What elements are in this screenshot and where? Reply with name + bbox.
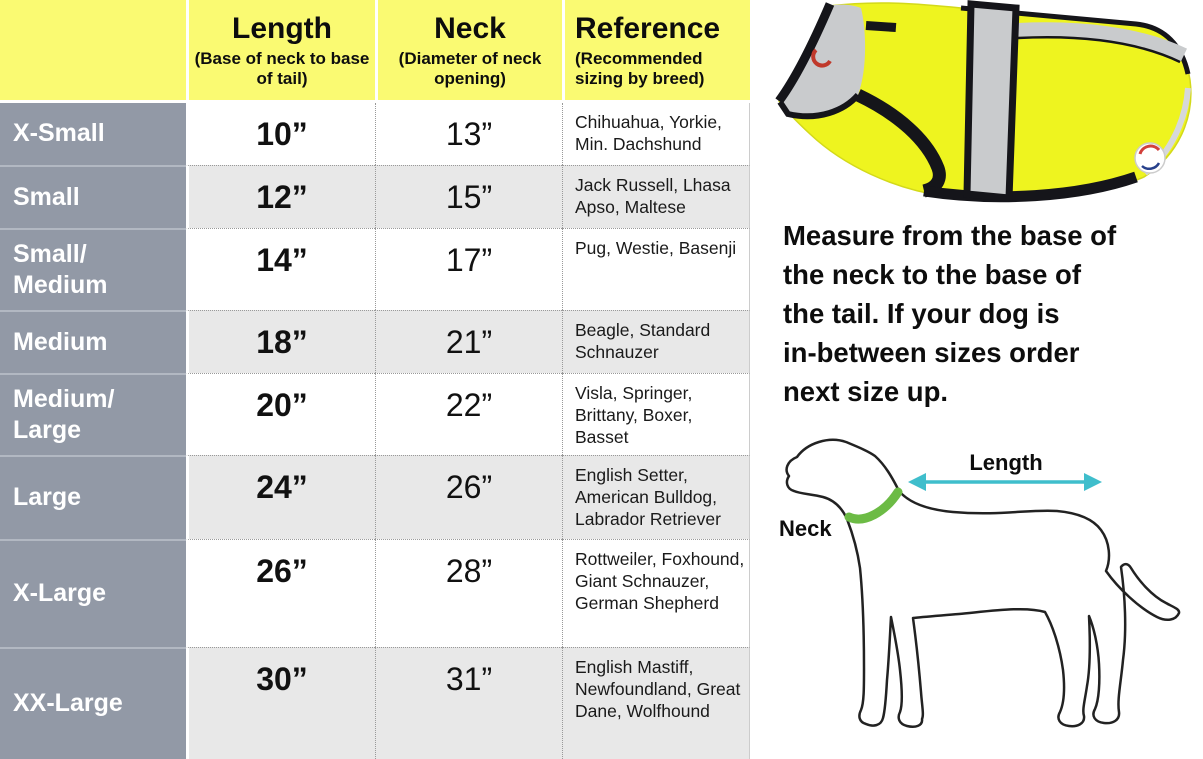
- neck-cell: 26”: [375, 455, 562, 539]
- length-column-subtitle: (Base of neck to base of tail): [194, 49, 370, 89]
- row-label-x-large: X-Large: [0, 539, 186, 647]
- dog-measurement-diagram: [763, 420, 1203, 759]
- length-cell: 18”: [186, 310, 375, 373]
- reference-cell: Visla, Springer, Brittany, Boxer, Basset: [562, 373, 750, 455]
- length-cell: 10”: [186, 103, 375, 165]
- length-cell: 14”: [186, 228, 375, 310]
- length-cell: 12”: [186, 165, 375, 228]
- belly-strap: [967, 4, 1016, 198]
- neck-cell: 13”: [375, 103, 562, 165]
- column-header-length: [186, 0, 375, 103]
- reference-column-title: Reference: [575, 12, 721, 45]
- brand-logo: [1135, 143, 1165, 173]
- column-header-reference: [562, 0, 750, 103]
- row-label-medium: Medium: [0, 310, 186, 373]
- length-cell: 20”: [186, 373, 375, 455]
- neck-cell: 17”: [375, 228, 562, 310]
- column-header-neck: [375, 0, 562, 103]
- row-label-large: Large: [0, 455, 186, 539]
- row-label-x-small: X-Small: [0, 103, 186, 165]
- length-cell: 26”: [186, 539, 375, 647]
- neck-label: Neck: [779, 516, 832, 541]
- reference-column-subtitle: (Recommended sizing by breed): [575, 49, 705, 89]
- dog-outline-drawing: [763, 420, 1203, 759]
- measure-instructions: [783, 216, 1173, 411]
- length-column-title: Length: [232, 12, 332, 45]
- neck-cell: 15”: [375, 165, 562, 228]
- measure-line: the tail. If your dog is: [783, 298, 1060, 329]
- length-arrow-icon: [908, 473, 1102, 491]
- length-label: Length: [969, 450, 1043, 475]
- length-cell: 24”: [186, 455, 375, 539]
- reference-cell: Beagle, Standard Schnauzer: [562, 310, 750, 373]
- neck-cell: 31”: [375, 647, 562, 759]
- dog-coat-photo: [766, 0, 1203, 208]
- row-label-medium-large: Medium/ Large: [0, 373, 186, 455]
- row-label-xx-large: XX-Large: [0, 647, 186, 759]
- neck-column-title: Neck: [434, 12, 506, 45]
- measure-line: Measure from the base of: [783, 220, 1117, 251]
- reference-cell: Rottweiler, Foxhound, Giant Schnauzer, German Shepherd: [562, 539, 750, 647]
- reference-cell: Chihuahua, Yorkie, Min. Dachshund: [562, 103, 750, 165]
- neck-cell: 28”: [375, 539, 562, 647]
- row-label-small-medium: Small/ Medium: [0, 228, 186, 310]
- row-label-small: Small: [0, 165, 186, 228]
- length-cell: 30”: [186, 647, 375, 759]
- reference-cell: English Mastiff, Newfoundland, Great Dane, Wolfhound: [562, 647, 750, 759]
- measure-line: next size up.: [783, 376, 949, 407]
- hi-vis-coat-illustration: [766, 0, 1203, 208]
- neck-column-subtitle: (Diameter of neck opening): [398, 49, 542, 89]
- measure-line: the neck to the base of: [783, 259, 1081, 290]
- reference-cell: Pug, Westie, Basenji: [562, 228, 750, 310]
- measure-line: in-between sizes order: [783, 337, 1080, 368]
- reference-cell: Jack Russell, Lhasa Apso, Maltese: [562, 165, 750, 228]
- reference-cell: English Setter, American Bulldog, Labrador Retriever: [562, 455, 750, 539]
- neck-cell: 21”: [375, 310, 562, 373]
- table-corner-cell: [0, 0, 186, 103]
- neck-cell: 22”: [375, 373, 562, 455]
